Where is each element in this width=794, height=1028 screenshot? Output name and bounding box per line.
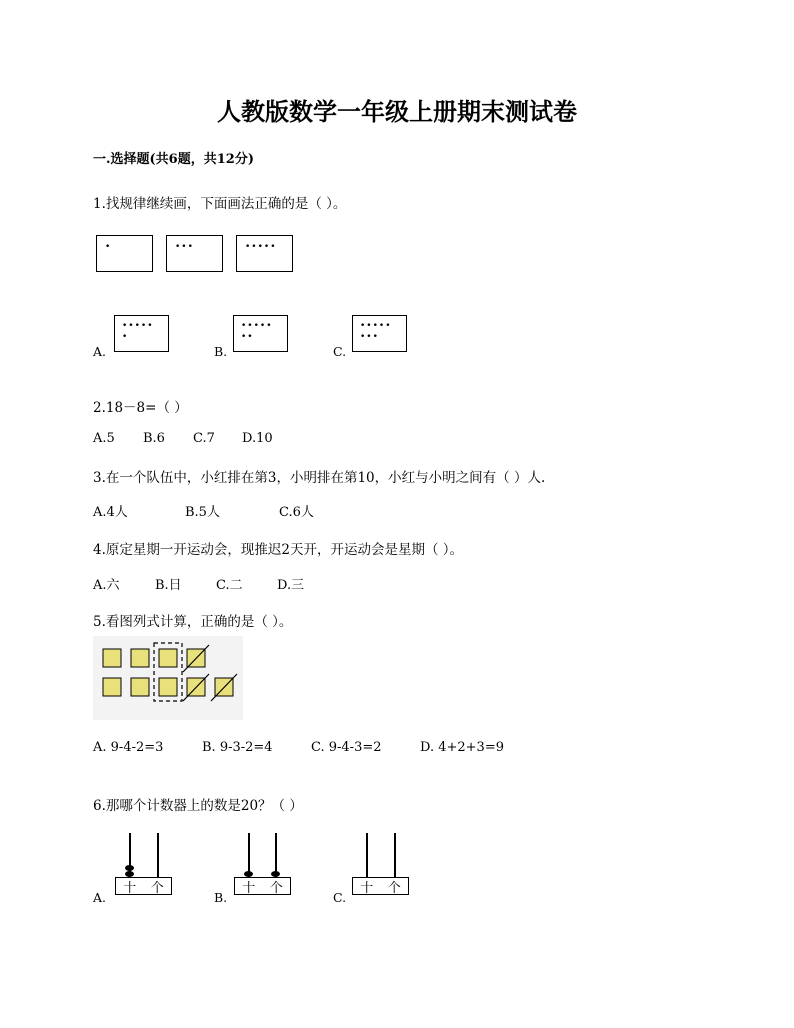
q6-option-a-label[interactable]: A. (93, 890, 107, 905)
q2-option-a[interactable]: A.5 (93, 431, 115, 446)
pattern-box-1: • (96, 235, 153, 272)
square (131, 649, 149, 667)
pattern-box-2: ••• (166, 235, 223, 272)
ones-label: 个 (269, 880, 283, 896)
q6-option-b-label[interactable]: B. (214, 890, 228, 905)
pattern-box-3: ••••• (236, 235, 293, 272)
q5-option-d[interactable]: D. 4+2+3=9 (420, 740, 504, 755)
ones-rod (157, 833, 159, 878)
question-5: 5.看图列式计算，正确的是（ ）。 (93, 614, 293, 630)
q3-option-a[interactable]: A.4人 (93, 505, 128, 520)
q4-option-b[interactable]: B.日 (155, 578, 182, 593)
ones-label: 个 (387, 880, 401, 896)
tens-label: 十 (242, 880, 256, 896)
question-2: 2.18－8=（ ） (93, 400, 188, 416)
question-6: 6.那哪个计数器上的数是20？（ ） (93, 798, 303, 814)
abacus-base (115, 877, 172, 895)
q2-option-c[interactable]: C.7 (193, 431, 215, 446)
q5-option-c[interactable]: C. 9-4-3=2 (311, 740, 382, 755)
q1-option-c-label[interactable]: C. (333, 344, 347, 359)
q1-option-a-label[interactable]: A. (93, 344, 107, 359)
ones-label: 个 (150, 880, 164, 896)
q2-option-b[interactable]: B.6 (143, 431, 165, 446)
tens-rod (366, 833, 368, 878)
q4-option-a[interactable]: A.六 (93, 578, 120, 593)
q3-option-c[interactable]: C.6人 (279, 505, 314, 520)
square (103, 649, 121, 667)
q2-option-d[interactable]: D.10 (242, 431, 273, 446)
q3-option-b[interactable]: B.5人 (185, 505, 220, 520)
q1-option-b-label[interactable]: B. (214, 344, 228, 359)
q1-option-b-box[interactable]: ••••• •• (233, 315, 288, 352)
tens-label: 十 (360, 880, 374, 896)
page-title: 人教版数学一年级上册期末测试卷 (217, 97, 577, 126)
tens-label: 十 (123, 880, 137, 896)
q1-option-a-box[interactable]: ••••• • (114, 315, 169, 352)
square (159, 649, 177, 667)
abacus-base (352, 877, 409, 895)
q4-option-d[interactable]: D.三 (277, 578, 305, 593)
q1-option-c-box[interactable]: ••••• ••• (352, 315, 407, 352)
square (131, 678, 149, 696)
abacus-base (234, 877, 291, 895)
question-4: 4.原定星期一开运动会，现推迟2天开，开运动会是星期（ ）。 (93, 542, 464, 558)
q6-option-c-label[interactable]: C. (333, 890, 347, 905)
ones-rod (394, 833, 396, 878)
q5-option-b[interactable]: B. 9-3-2=4 (202, 740, 273, 755)
square (103, 678, 121, 696)
question-3: 3.在一个队伍中，小红排在第3，小明排在第10，小红与小明之间有（ ）人. (93, 470, 546, 486)
q5-squares-figure (93, 636, 243, 720)
q4-option-c[interactable]: C.二 (216, 578, 243, 593)
question-1: 1.找规律继续画，下面画法正确的是（ ）。 (93, 196, 347, 212)
square (159, 678, 177, 696)
section-heading: 一.选择题(共6题，共12分) (93, 152, 254, 167)
q5-option-a[interactable]: A. 9-4-2=3 (93, 740, 164, 755)
